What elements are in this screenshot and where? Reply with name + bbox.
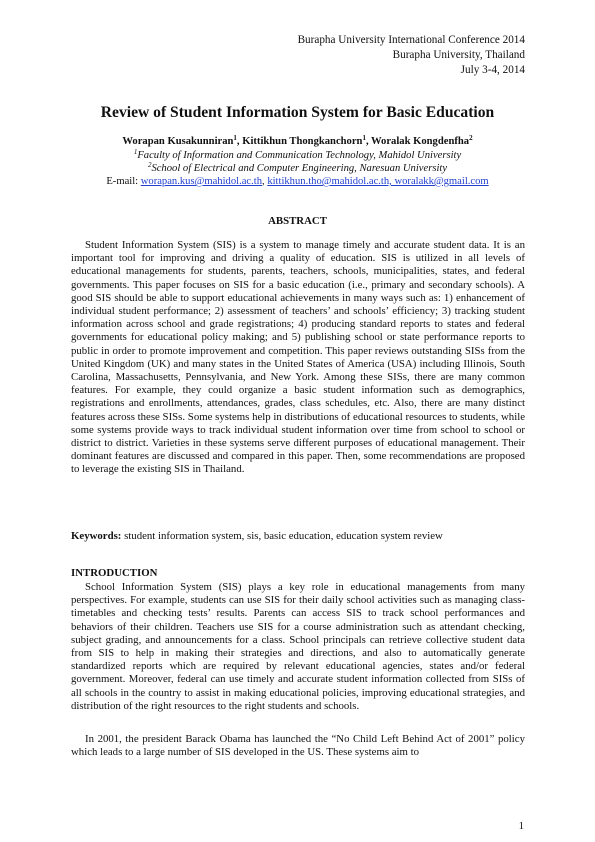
conference-header <box>298 33 525 78</box>
author-separator: , <box>236 136 243 147</box>
conference-name: Burapha University International Conference 2014 <box>297 34 525 46</box>
paper-title: Review of Student Information System for Basic Education <box>100 104 495 121</box>
author-2-affiliation-mark: 1 <box>362 134 366 142</box>
email-link-1[interactable]: worapan.kus@mahidol.ac.th <box>140 176 263 187</box>
affiliation-2-mark: 2 <box>147 161 152 169</box>
abstract-heading: ABSTRACT <box>268 215 327 227</box>
conference-venue: Burapha University, Thailand <box>392 49 525 61</box>
email-label: E-mail: <box>106 176 141 187</box>
introduction-paragraph-2: In 2001, the president Barack Obama has launched the “No Child Left Behind Act of 2001” policy which leads to a large number of SIS developed in the US. These systems aim to <box>71 733 525 759</box>
email-separator: , <box>262 176 268 187</box>
introduction-paragraph-1: School Information System (SIS) plays a key role in educational managements from many perspectives. For example, students can use SIS for their daily school activities such as managing class-timetables and checking tests’ results. Parents can access SIS to track school performances and behaviors of their children. Teachers use SIS for a course administration such as attendant checking, subject grading, and announcements for a class. School principals can retrieve collective student data from SIS to help in making their strategies and directions, and also to automatically generate standardized reports which are required by relevant educational agencies, states and/or federal government. Moreover, federal can use timely and accurate student information collected from SISs of all schools in the country to assist in making educational policies, improving educational strategies, and distribution of the right resources to the right students and schools. <box>71 581 525 712</box>
affiliation-1-mark: 1 <box>133 148 138 156</box>
affiliation-1-text: Faculty of Information and Communication Technology, Mahidol University <box>137 150 462 161</box>
abstract-text: Student Information System (SIS) is a system to manage timely and accurate student data. It is an important tool for improving and driving a quality of education. SIS is utilized in all levels of educational managements for students, parents, teachers, schools, municipalities, states, and federal governments. This paper focuses on SIS for a basic education (i.e., primary and secondary schools). A good SIS should be able to support educational achievements in many ways such as: 1) enhancement of individual student performance; 2) assessment of teachers’ and schools’ efficiency; 3) tracking student information across school and grade registrations; 4) producing standard reports to states and federal governments for educational policy making; and 5) publishing school or state performance reports to public in order to promote improvement and competition. This paper reviews outstanding SISs from the United Kingdom (UK) and many states in the United States of America (USA) including Illinois, South Carolina, Massachusetts, Pennsylvania, and New York. Among these SISs, there are many common features. For example, they could organize a basic student information such as demographics, registrations and enrollments, attendances, grades, class schedules, etc. Also, there are many distinct features across these SISs. Some systems help in distributions of educational resources to students, while some systems provide ways to track individual student information over time from school to school or district to district. Varieties in these systems serve different purposes of educational management. Their dominant features are discussed and compared in this paper. Then, some recommendations are proposed to leverage the existing SIS in Thailand. <box>71 239 525 476</box>
page-number: 1 <box>518 820 524 832</box>
introduction-heading: INTRODUCTION <box>71 567 158 579</box>
author-list <box>0 136 595 147</box>
keywords <box>71 530 525 543</box>
author-3-affiliation-mark: 2 <box>469 134 473 142</box>
email-line <box>0 176 595 187</box>
author-2: Kittikhun Thongkanchorn <box>242 136 363 147</box>
email-link-2[interactable]: kittikhun.tho@mahidol.ac.th, woralakk@gmail.com <box>267 176 489 187</box>
affiliation-2 <box>0 163 595 174</box>
author-3: Woralak Kongdenfha <box>371 136 470 147</box>
conference-date: July 3-4, 2014 <box>460 64 525 76</box>
affiliation-1 <box>0 150 595 161</box>
affiliation-2-text: School of Electrical and Computer Engineering, Naresuan University <box>151 163 448 174</box>
author-separator: , <box>365 136 372 147</box>
keywords-text: student information system, sis, basic education, education system review <box>121 530 443 542</box>
keywords-label: Keywords: <box>71 530 122 542</box>
author-1-affiliation-mark: 1 <box>233 134 237 142</box>
author-1: Worapan Kusakunniran <box>122 136 234 147</box>
